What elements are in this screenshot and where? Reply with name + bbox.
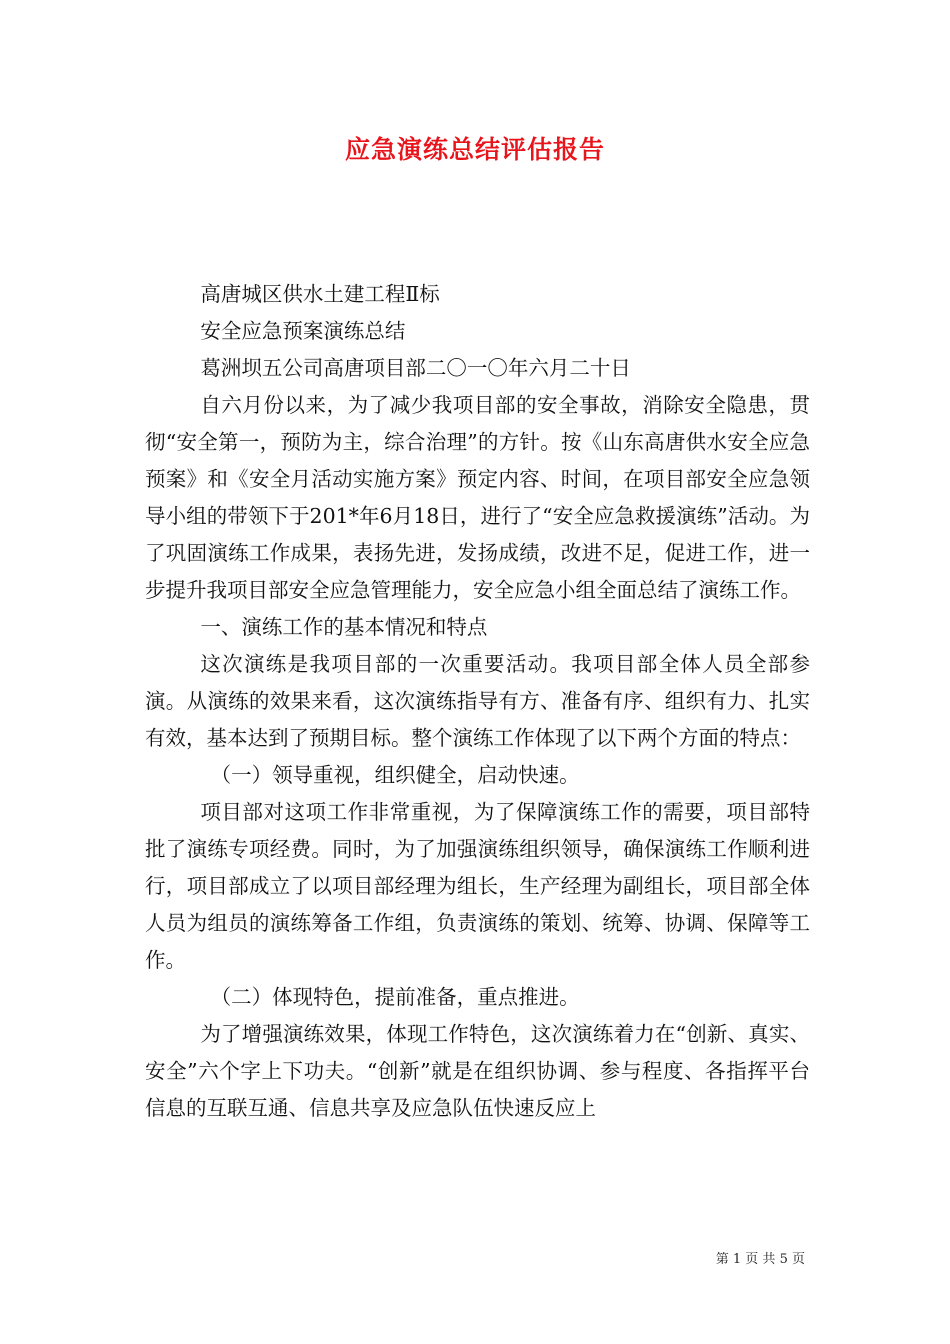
page-footer: [716, 1248, 805, 1267]
project-name-line: 高唐城区供水土建工程Ⅱ标: [200, 282, 440, 306]
footer-middle: 页 共: [745, 1252, 776, 1267]
footer-total-pages: 5: [779, 1252, 788, 1267]
subsection-heading-2: （二）体现特色，提前准备，重点推进。: [210, 985, 580, 1009]
document-body: [145, 276, 810, 1127]
footer-suffix: 页: [791, 1252, 805, 1267]
subsection-2-paragraph: 为了增强演练效果，体现工作特色，这次演练着力在“创新、真实、安全”六个字上下功夫。“创新”就是在组织协调、参与程度、各指挥平台信息的互联互通、信息共享及应急队伍快速反应上: [145, 1022, 810, 1120]
author-date-line: 葛洲坝五公司高唐项目部二〇一〇年六月二十日: [200, 356, 631, 380]
subsection-1-paragraph: 项目部对这项工作非常重视，为了保障演练工作的需要，项目部特批了演练专项经费。同时，为了加强演练组织领导，确保演练工作顺利进行，项目部成立了以项目部经理为组长，生产经理为副组长，项目部全体人员为组员的演练筹备工作组，负责演练的策划、统筹、协调、保障等工作。: [145, 800, 810, 972]
subsection-heading-1: （一）领导重视，组织健全，启动快速。: [210, 763, 580, 787]
summary-subtitle-line: 安全应急预案演练总结: [200, 319, 406, 343]
intro-paragraph: 自六月份以来，为了减少我项目部的安全事故，消除安全隐患，贯彻“安全第一，预防为主，综合治理”的方针。按《山东高唐供水安全应急预案》和《安全月活动实施方案》预定内容、时间，在项目部安全应急领导小组的带领下于201*年6月18日，进行了“安全应急救援演练”活动。为了巩固演练工作成果，表扬先进，发扬成绩，改进不足，促进工作，进一步提升我项目部安全应急管理能力，安全应急小组全面总结了演练工作。: [145, 393, 810, 602]
document-title: 应急演练总结评估报告: [344, 135, 605, 164]
section-1-paragraph: 这次演练是我项目部的一次重要活动。我项目部全体人员全部参演。从演练的效果来看，这次演练指导有方、准备有序、组织有力、扎实有效，基本达到了预期目标。整个演练工作体现了以下两个方面的特点：: [145, 652, 810, 750]
footer-prefix: 第: [715, 1252, 729, 1267]
footer-page-number: 1: [732, 1252, 742, 1267]
section-heading-1: 一、演练工作的基本情况和特点: [200, 615, 488, 639]
